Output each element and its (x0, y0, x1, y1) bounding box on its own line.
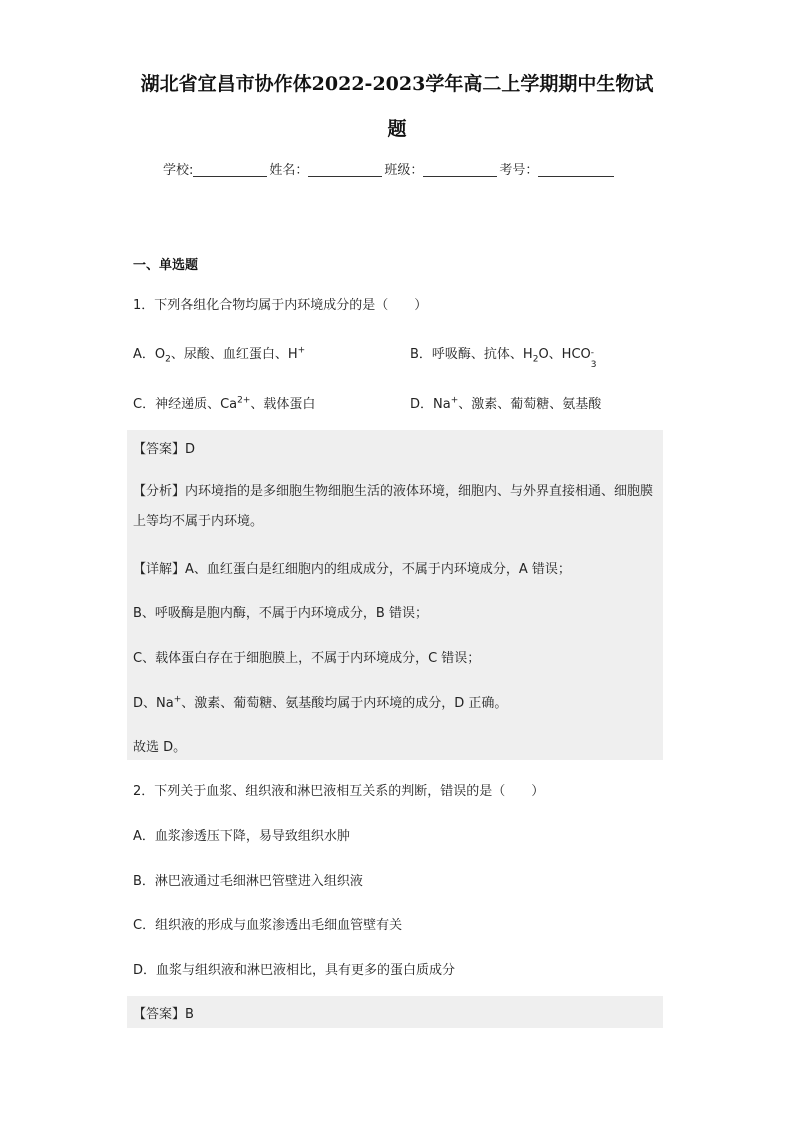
q2-option-b: B．淋巴液通过毛细淋巴管壁进入组织液 (133, 874, 363, 889)
q1-detail-a: 【详解】A、血红蛋白是红细胞内的组成成分，不属于内环境成分，A 错误； (133, 562, 571, 577)
q1-analysis: 【分析】内环境指的是多细胞生物细胞生活的液体环境，细胞内、与外界直接相通、细胞膜上等均不属于内环境。 (133, 484, 654, 529)
question-1-stem: 1．下列各组化合物均属于内环境成分的是（ ） (133, 298, 428, 313)
class-blank (423, 162, 497, 177)
q2-option-a: A．血浆渗透压下降，易导致组织水肿 (133, 829, 350, 844)
document-title-continued: 题 (387, 118, 407, 140)
document-title: 湖北省宜昌市协作体2022-2023学年高二上学期期中生物试 (140, 73, 654, 95)
q2-answer: 【答案】B (133, 1007, 194, 1022)
number-blank (538, 162, 614, 177)
student-info-line (163, 159, 614, 178)
q2-option-c: C．组织液的形成与血浆渗透出毛细血管壁有关 (133, 918, 403, 933)
q1-option-a: A．$O_2$、尿酸、血红蛋白、H+ (133, 345, 306, 365)
q1-detail-c: C、载体蛋白存在于细胞膜上，不属于内环境成分，C 错误； (133, 651, 481, 666)
class-label: 班级： (384, 163, 424, 178)
q2-option-d: D．血浆与组织液和淋巴液相比，具有更多的蛋白质成分 (133, 963, 456, 978)
school-label: 学校: (163, 163, 194, 178)
q1-option-b: B．呼吸酶、抗体、$H_2O$、HCO - 3 (410, 347, 597, 370)
q1-answer: 【答案】D (133, 442, 196, 457)
q1-detail-d: D、Na+、激素、葡萄糖、氨基酸均属于内环境的成分，D 正确。 (133, 694, 508, 711)
name-blank (308, 162, 382, 177)
q1-option-c: C．神经递质、$Ca^{2+}$、载体蛋白 (133, 395, 316, 412)
q1-conclusion: 故选 D。 (133, 740, 187, 755)
q1-option-d: D．Na+、激素、葡萄糖、氨基酸 (410, 395, 602, 412)
name-label: 姓名： (269, 163, 309, 178)
section-heading: 一、单选题 (133, 258, 199, 273)
q1-detail-b: B、呼吸酶是胞内酶，不属于内环境成分，B 错误； (133, 606, 428, 621)
number-label: 考号： (499, 163, 539, 178)
q2-answer-panel (127, 996, 663, 1028)
school-blank (193, 162, 267, 177)
question-2-stem: 2．下列关于血浆、组织液和淋巴液相互关系的判断，错误的是（ ） (133, 784, 545, 799)
